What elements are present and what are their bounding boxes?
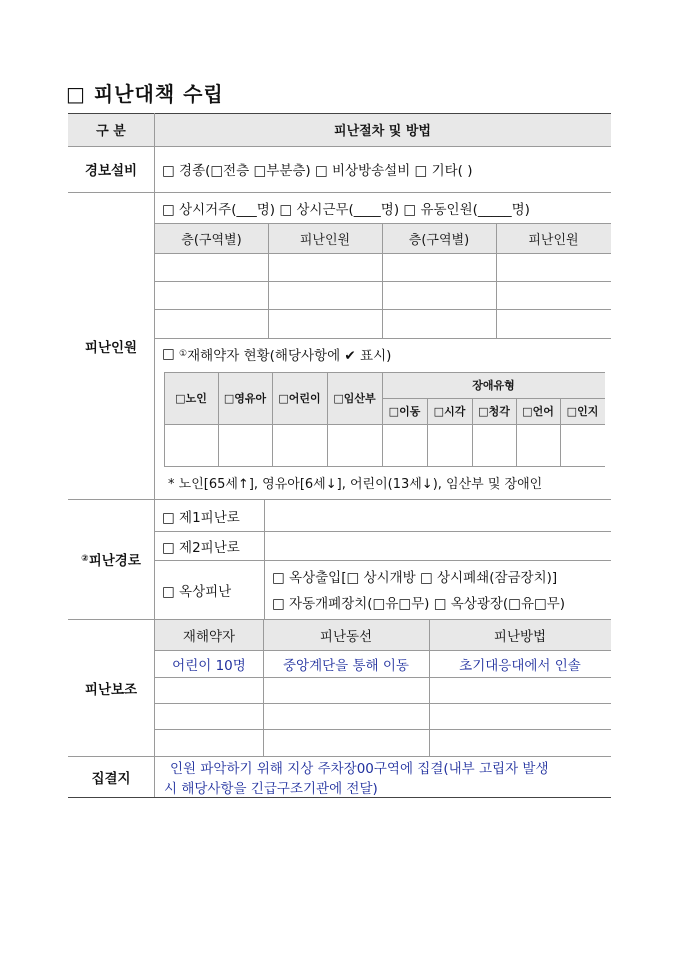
rule-assist-h xyxy=(154,650,611,651)
route-label-text: 피난경로 xyxy=(88,553,141,569)
rule-bottom xyxy=(68,797,611,798)
rule-floor-v2 xyxy=(382,223,383,338)
header-category: 구 분 xyxy=(96,124,126,139)
note-marker-1: ① xyxy=(179,349,188,359)
assembly-line-2: 시 해당사항을 긴급구조기관에 전달) xyxy=(164,781,378,797)
rule-vuln-v4 xyxy=(382,372,383,466)
floor-header-1: 층(구역별) xyxy=(181,233,242,248)
rule-vuln-v5 xyxy=(427,398,428,466)
rule-route2 xyxy=(154,560,611,561)
vuln-col-child: □어린이 xyxy=(278,392,321,405)
count-header-2: 피난인원 xyxy=(528,233,579,248)
alarm-options: □ 경종(□전층 □부분층) □ 비상방송설비 □ 기타( ) xyxy=(162,163,473,179)
vulnerable-note: * 노인[65세↑], 영유아[6세↓], 어린이(13세↓), 임산부 및 장애인 xyxy=(168,476,543,492)
rooftop-line-2: □ 자동개폐장치(□유□무) □ 옥상광장(□유□무) xyxy=(272,596,566,612)
rooftop-line-1: □ 옥상출입[□ 상시개방 □ 상시폐쇄(잠금장치)] xyxy=(272,570,558,586)
rule-header xyxy=(68,146,611,147)
vulnerable-checkbox: □ xyxy=(162,346,180,362)
assembly-line-1: 인원 파악하기 위해 지상 주차장00구역에 집결(내부 고립자 발생 xyxy=(170,761,549,777)
disability-mobility: □이동 xyxy=(388,405,421,418)
note-marker-2: ② xyxy=(81,554,89,564)
rule-vuln-top xyxy=(164,372,605,373)
rule-vuln-v2 xyxy=(272,372,273,466)
assist-header-method: 피난방법 xyxy=(493,629,547,645)
assist-row1-vulnerable: 어린이 10명 xyxy=(172,657,246,674)
rule-assist-v2 xyxy=(429,619,430,756)
rule-assist-r1 xyxy=(154,677,611,678)
rule-vuln-head xyxy=(164,424,605,425)
rule-floor-r3 xyxy=(154,338,611,339)
rule-assist-v1 xyxy=(263,619,264,756)
disability-speech: □언어 xyxy=(522,405,554,418)
rule-vuln-v6 xyxy=(472,398,473,466)
alarm-label: 경보설비 xyxy=(84,163,138,179)
route-2: □ 제2피난로 xyxy=(162,539,240,556)
route-rooftop: □ 옥상피난 xyxy=(162,583,232,600)
floor-header-2: 층(구역별) xyxy=(408,233,470,248)
rule-vuln-mid xyxy=(382,398,605,399)
rule-vuln-v0 xyxy=(164,372,165,466)
vuln-col-infant: □영유아 xyxy=(223,392,267,405)
vulnerable-title-text: 재해약자 현황(해당사항에 ✔ 표시) xyxy=(187,348,392,364)
rule-vuln-v7 xyxy=(516,398,517,466)
assembly-label: 집결지 xyxy=(91,771,131,787)
route-1: □ 제1피난로 xyxy=(162,510,240,526)
vuln-col-elderly: □노인 xyxy=(175,392,207,405)
assist-label: 피난보조 xyxy=(84,681,138,698)
assist-row1-method: 초기대응대에서 인솔 xyxy=(459,657,581,674)
rule-alarm xyxy=(68,192,611,193)
disability-header: 장애유형 xyxy=(472,379,515,392)
assist-header-path: 피난동선 xyxy=(319,629,373,645)
rule-assist-r2 xyxy=(154,703,611,704)
rule-vuln-v8 xyxy=(560,398,561,466)
assist-row1-path: 중앙계단을 통해 이동 xyxy=(283,657,409,674)
rule-assist-end xyxy=(68,756,611,757)
vulnerable-title xyxy=(162,339,611,369)
rule-route1 xyxy=(154,531,611,532)
assist-header-vulnerable: 재해약자 xyxy=(182,629,236,645)
disability-visual: □시각 xyxy=(433,405,466,418)
route-label xyxy=(68,499,154,619)
header-procedure: 피난절차 및 방법 xyxy=(334,124,431,139)
rule-route-v xyxy=(264,499,265,619)
rule-floor-v1 xyxy=(268,223,269,338)
rule-vuln-v3 xyxy=(327,372,328,466)
rule-vuln-bottom xyxy=(164,466,605,467)
rule-route-end xyxy=(68,619,611,620)
count-header-1: 피난인원 xyxy=(299,233,351,248)
vuln-col-pregnant: □임산부 xyxy=(333,392,376,405)
disability-cognitive: □인지 xyxy=(566,405,599,418)
disability-hearing: □청각 xyxy=(478,405,510,418)
rule-vuln-v1 xyxy=(218,372,219,466)
rule-floor-v3 xyxy=(496,223,497,338)
evac-people-counts: □ 상시거주(___명) □ 상시근무(____명) □ 유동인원(_____명) xyxy=(162,201,530,218)
evac-people-label: 피난인원 xyxy=(84,339,138,356)
rule-assist-r3 xyxy=(154,729,611,730)
page-title: □ 피난대책 수립 xyxy=(66,82,224,106)
rule-category-divider xyxy=(154,113,155,797)
rule-people-end xyxy=(68,499,611,500)
rule-top xyxy=(68,113,611,114)
